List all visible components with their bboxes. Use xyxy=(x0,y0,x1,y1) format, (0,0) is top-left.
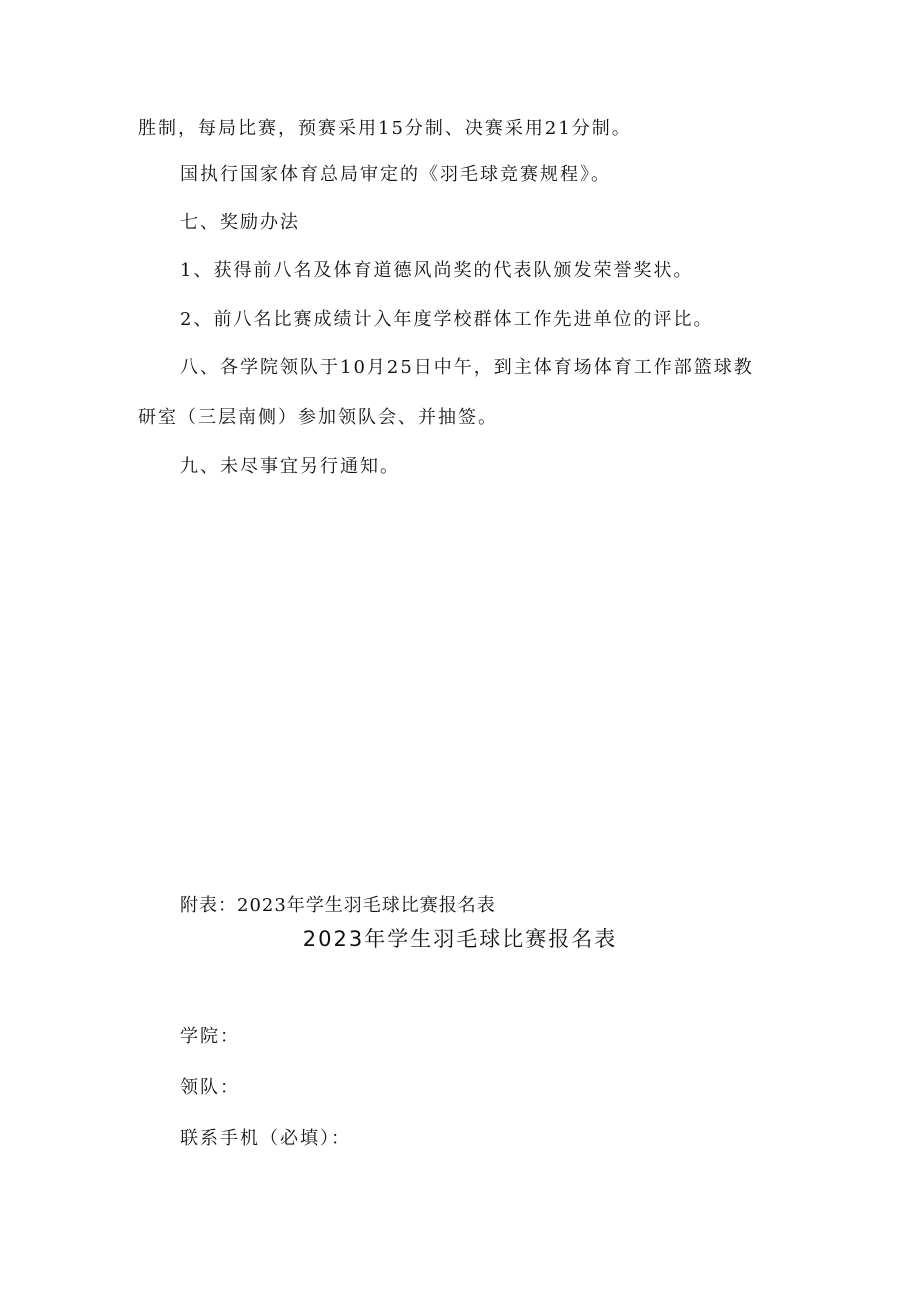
field-leader: 领队： xyxy=(180,1077,240,1098)
field-phone: 联系手机（必填）： xyxy=(180,1128,351,1149)
paragraph-competition-rules: 国执行国家体育总局审定的《羽毛球竞赛规程》。 xyxy=(180,164,611,185)
paragraph-leader-meeting: 八、各学院领队于10月25日中午，到主体育场体育工作部篮球教 xyxy=(180,357,754,378)
paragraph-scoring-rules: 胜制，每局比赛，预赛采用15分制、决赛采用21分制。 xyxy=(138,118,632,139)
appendix-label: 附表：2023年学生羽毛球比赛报名表 xyxy=(180,895,496,916)
paragraph-leader-meeting-cont: 研室（三层南侧）参加领队会、并抽签。 xyxy=(138,407,498,428)
paragraph-other-matters: 九、未尽事宜另行通知。 xyxy=(180,456,400,477)
paragraph-award-2: 2、前八名比赛成绩计入年度学校群体工作先进单位的评比。 xyxy=(180,309,714,330)
paragraph-award-1: 1、获得前八名及体育道德风尚奖的代表队颁发荣誉奖状。 xyxy=(180,260,694,281)
field-college: 学院： xyxy=(180,1026,240,1047)
section-heading-awards: 七、奖励办法 xyxy=(180,212,300,233)
form-title: 2023年学生羽毛球比赛报名表 xyxy=(302,927,618,951)
